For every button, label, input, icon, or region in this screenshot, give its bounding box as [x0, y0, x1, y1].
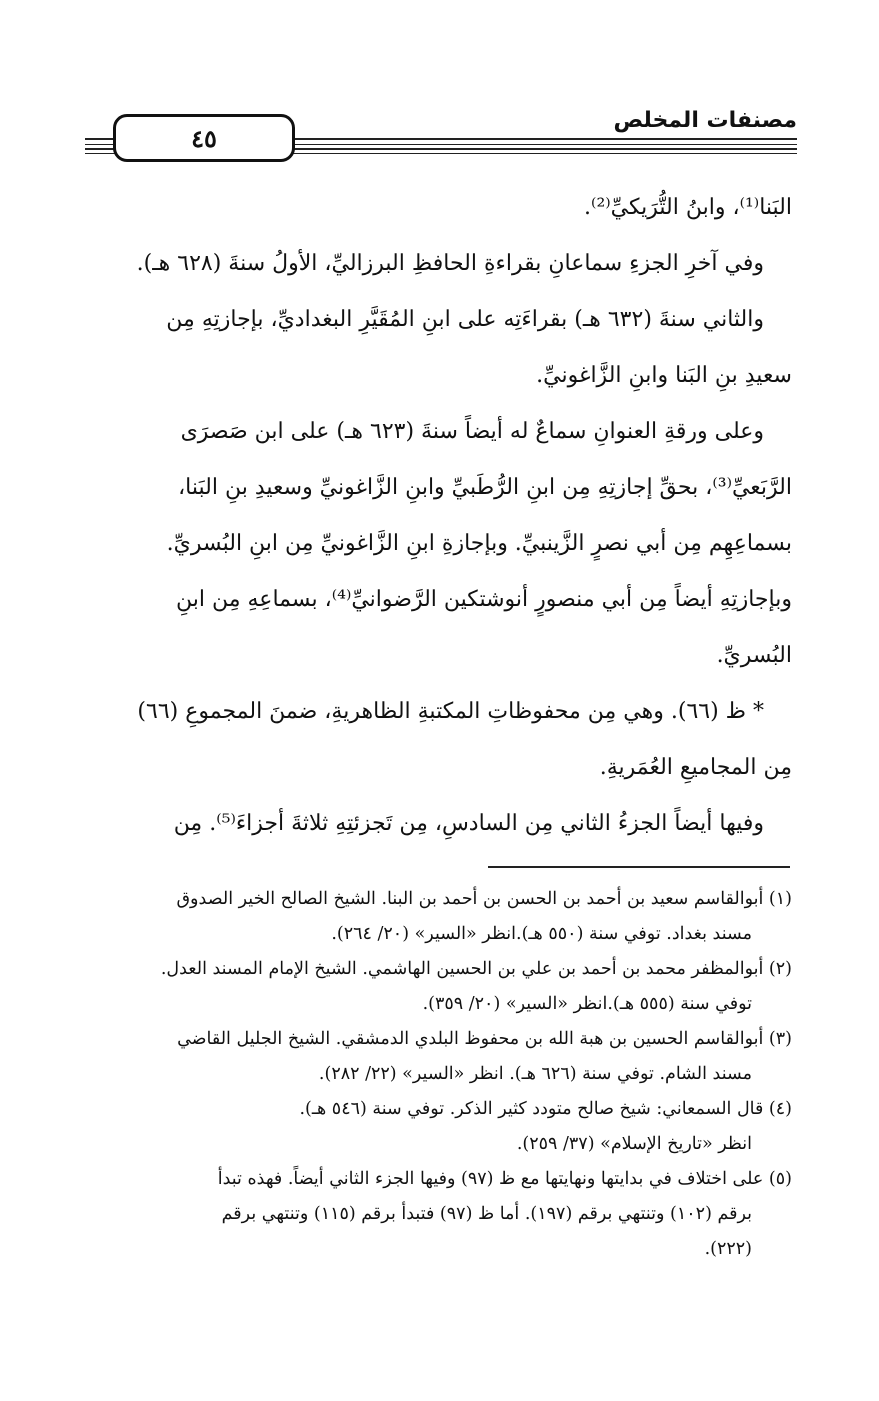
text-line: * ظ (٦٦). وهي مِن محفوظاتِ المكتبةِ الظاهريةِ، ضمنَ المجموعِ (٦٦) — [137, 699, 764, 724]
text-line: والثاني سنةَ (٦٣٢ هـ) بقراءَتِه على ابنِ المُقَيَّرِ البغداديِّ، بإجازتِهِ مِن — [166, 307, 764, 332]
footnote-line: (٢٢٢). — [704, 1239, 752, 1259]
footnote-line: (٢) أبوالمظفر محمد بن أحمد بن علي بن الحسين الهاشمي. الشيخ الإمام المسند العدل. — [160, 959, 792, 979]
footnote-line: برقم (١٠٢) وتنتهي برقم (١٩٧). أما ظ (٩٧) فتبدأ برقم (١١٥) وتنتهي برقم — [221, 1204, 752, 1224]
footnotes — [80, 882, 792, 1267]
footnote-line: (٤) قال السمعاني: شيخ صالح متودد كثير الذكر. توفي سنة (٥٤٦ هـ). — [299, 1099, 792, 1119]
footnote-line: (٥) على اختلاف في بدايتها ونهايتها مع ظ (٩٧) وفيها الجزء الثاني أيضاً. فهذه تبدأ — [217, 1169, 792, 1189]
footnote-line: انظر «تاريخ الإسلام» (٣٧/ ٢٥٩). — [516, 1134, 752, 1154]
main-text — [80, 180, 792, 852]
running-title: مصنفات المخلص — [603, 108, 797, 133]
footnote-line: توفي سنة (٥٥٥ هـ).انظر «السير» (٢٠/ ٣٥٩). — [422, 994, 752, 1014]
footnote-line: مسند بغداد. توفي سنة (٥٥٠ هـ).انظر «السير» (٢٠/ ٢٦٤). — [331, 924, 752, 944]
footnote-line: (٣) أبوالقاسم الحسين بن هبة الله بن محفوظ البلدي الدمشقي. الشيخ الجليل القاضي — [177, 1029, 792, 1049]
page-number: ٤٥ — [113, 114, 295, 162]
text-line: مِن المجاميعِ العُمَريةِ. — [599, 755, 792, 780]
text-line: سعيدِ بنِ البَنا وابنِ الزَّاغونيِّ. — [536, 363, 792, 388]
text-line: الرَّبَعيِّ⁽³⁾، بحقِّ إجازتِهِ مِن ابنِ الرُّطَبيِّ وابنِ الزَّاغونيِّ وسعيدِ بنِ البَنا، — [178, 475, 792, 500]
text-line: البَنا⁽¹⁾، وابنُ التُّرَيكيِّ⁽²⁾. — [584, 195, 792, 220]
text-line: وفي آخرِ الجزءِ سماعانِ بقراءةِ الحافظِ البرزاليِّ، الأولُ سنةَ (٦٢٨ هـ). — [136, 251, 764, 276]
text-line: وبإجازتِهِ أيضاً مِن أبي منصورٍ أنوشتكين الرَّضوانيِّ⁽⁴⁾، بسماعِهِ مِن ابنِ — [176, 587, 792, 612]
text-line: وعلى ورقةِ العنوانِ سماعٌ له أيضاً سنةَ (٦٢٣ هـ) على ابن صَصرَى — [180, 419, 764, 444]
text-line: وفيها أيضاً الجزءُ الثاني مِن السادسِ، مِن تَجزئتِهِ ثلاثةَ أجزاءَ⁽⁵⁾. مِن — [173, 811, 764, 836]
text-line: البُسريِّ. — [716, 643, 792, 668]
footnote-line: (١) أبوالقاسم سعيد بن أحمد بن الحسن بن أحمد بن البنا. الشيخ الصالح الخير الصدوق — [176, 889, 792, 909]
footnote-separator — [488, 866, 790, 868]
page-header — [85, 108, 797, 164]
text-line: بسماعِهِم مِن أبي نصرٍ الزَّينبيِّ. وبإجازةِ ابنِ الزَّاغونيِّ مِن ابنِ البُسريِّ. — [166, 531, 792, 556]
footnote-line: مسند الشام. توفي سنة (٦٢٦ هـ). انظر «السير» (٢٢/ ٢٨٢). — [318, 1064, 752, 1084]
